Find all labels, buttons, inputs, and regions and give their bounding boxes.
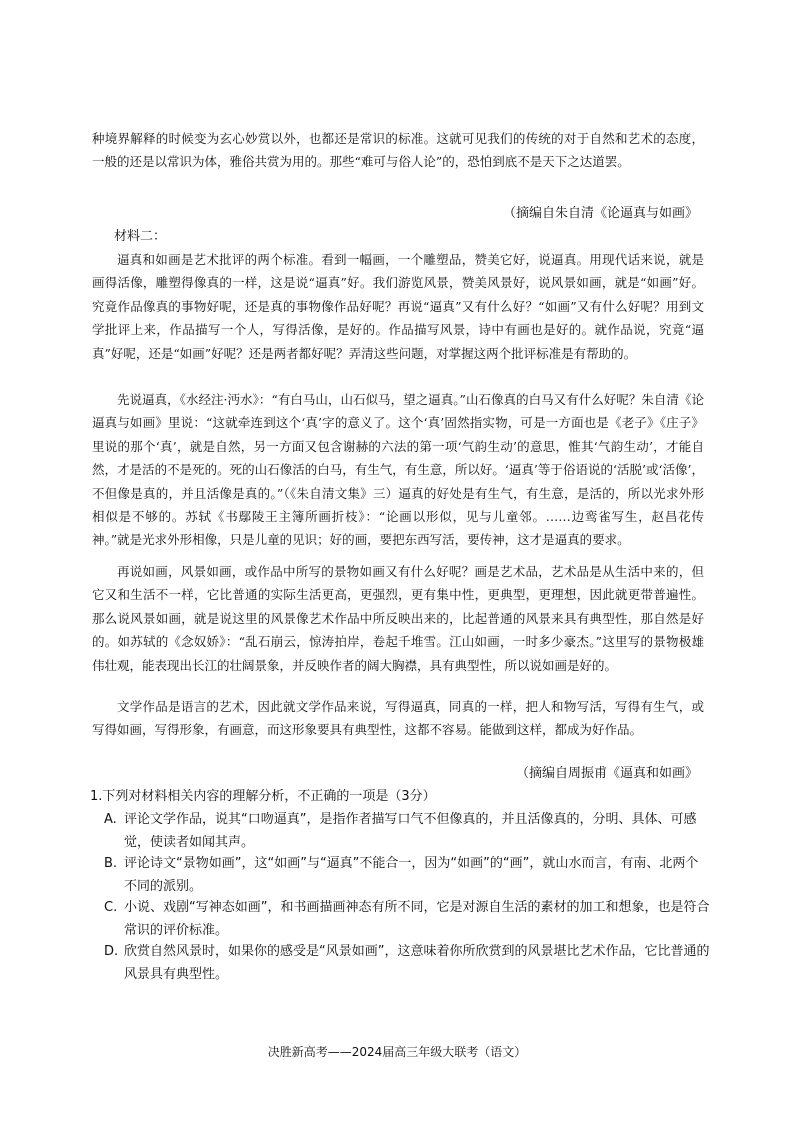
option-a[interactable]: [104, 809, 710, 854]
option-d[interactable]: [104, 941, 710, 986]
source-citation-1: （摘编自朱自清《论逼真与如画》: [502, 206, 698, 221]
material2-paragraph-3: 再说如画，风景如画，或作品中所写的景物如画又有什么好呢？画是艺术品，艺术品是从生活中来的，但它又和生活不一样，它比普通的实际生活更高，更强烈，更有集中性，更典型，更理想，因此就更带普遍性。那么说风景如画，就是说这里的风景像艺术作品中所反映出来的，比起普通的风景来具有典型性，那自然是好的。如苏轼的《念奴娇》：“乱石崩云，惊涛拍岸，卷起千堆雪。江山如画，一时多少豪杰。”这里写的景物极雄伟壮观，能表现出长江的壮阔景象，并反映作者的阔大胸襟，具有典型性，所以说如画是好的。: [92, 564, 704, 673]
material2-paragraph-4: 文学作品是语言的艺术，因此就文学作品来说，写得逼真，同真的一样，把人和物写活，写得有生气，或写得如画，写得形象，有画意，而这形象要具有典型性，这都不容易。能做到这样，都成为好作品。: [92, 699, 704, 738]
option-letter: D.: [104, 944, 119, 959]
source-citation-2: （摘编自周振甫《逼真和如画》: [515, 766, 698, 781]
option-text: 评论文学作品，说其“口吻逼真”，是指作者描写口气不但像真的，并且活像真的，分明、具体、可感觉，使读者如闻其声。: [124, 812, 697, 850]
material2-heading: 材料二：: [114, 229, 167, 244]
question-1-stem: 1.下列对材料相关内容的理解分析，不正确的一项是（3分）: [90, 789, 436, 804]
option-letter: A.: [104, 812, 117, 827]
page-footer: 决胜新高考——2024届高三年级大联考（语文）: [267, 1045, 527, 1059]
option-c[interactable]: [104, 897, 710, 942]
material2-paragraph-2: 先说逼真，《水经注·沔水》：“有白马山，山石似马，望之逼真。”山石像真的白马又有什么好呢？朱自清《论逼真与如画》里说：“这就牵连到这个‘真’字的意义了。这个‘真’固然指实物，可是一方面也是《老子》《庄子》里说的那个‘真’，就是自然，另一方面又包含谢赫的六法的第一项‘气韵生动’的意思，惟其‘气韵生动’，才能自然，才是活的不是死的。死的山石像活的白马，有生气，有生意，所以好。‘逼真’等于俗语说的‘活脱’或‘活像’，不但像是真的，并且活像是真的。”（《朱自清文集》三）逼真的好处是有生气，有生意，是活的，所以光求外形相似是不够的。苏轼《书鄢陵王主簿所画折枝》：“论画以形似，见与儿童邻。……边鸾雀写生，赵昌花传神。”就是光求外形相像，只是儿童的见识；好的画，要把东西写活，要传神，这才是逼真的要求。: [92, 392, 704, 548]
option-text: 小说、戏剧“写神态如画”，和书画描画神态有所不同，它是对源自生活的素材的加工和想象，也是符合常识的评价标准。: [124, 900, 710, 938]
option-b[interactable]: [104, 853, 710, 898]
material2-paragraph-1: 逼真和如画是艺术批评的两个标准。看到一幅画，一个雕塑品，赞美它好，说逼真。用现代话来说，就是画得活像，雕塑得像真的一样，这是说“逼真”好。我们游览风景，赞美风景好，说风景如画，就是“如画”好。究竟作品像真的事物好呢，还是真的事物像作品好呢？再说“逼真”又有什么好？“如画”又有什么好呢？用到文学批评上来，作品描写一个人，写得活像，是好的。作品描写风景，诗中有画也是好的。就作品说，究竟“逼真”好呢，还是“如画”好呢？还是两者都好呢？弄清这些问题，对掌握这两个批评标准是有帮助的。: [92, 252, 704, 361]
material1-tail-paragraph: 种境界解释的时候变为玄心妙赏以外，也都还是常识的标准。这就可见我们的传统的对于自然和艺术的态度，一般的还是以常识为体，雅俗共赏为用的。那些“难可与俗人论”的，恐怕到底不是天下之达道罢。: [92, 131, 704, 170]
option-text: 欣赏自然风景时，如果你的感受是“风景如画”，这意味着你所欣赏到的风景堪比艺术作品，它比普通的风景具有典型性。: [124, 944, 710, 982]
option-text: 评论诗文“景物如画”，这“如画”与“逼真”不能合一，因为“如画”的“画”，就山水而言，有南、北两个不同的派别。: [124, 856, 699, 894]
option-letter: C.: [104, 900, 118, 915]
option-letter: B.: [104, 856, 118, 871]
